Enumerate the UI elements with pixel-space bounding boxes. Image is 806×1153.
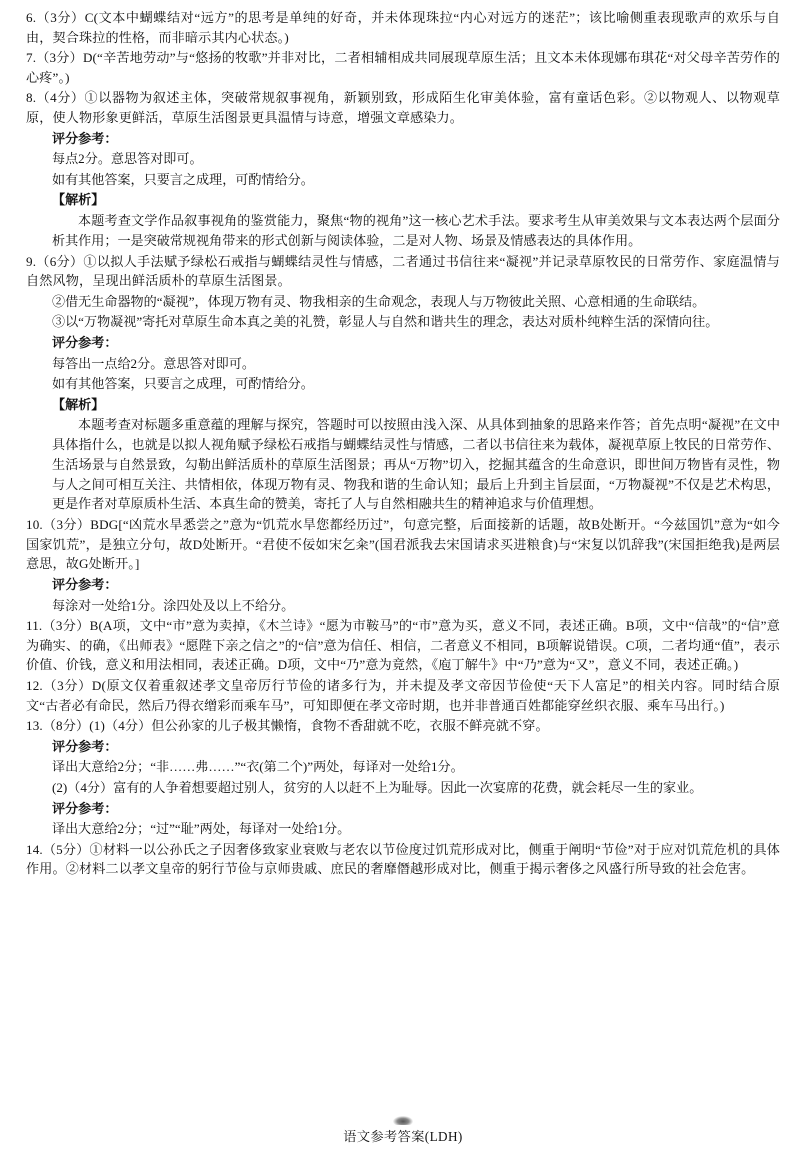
scoring-note-q8-2: 如有其他答案，只要言之成理，可酌情给分。	[52, 171, 314, 187]
answer-item-q14: 14.（5分）①材料一以公孙氏之子因奢侈致家业衰败与老农以节俭度过饥荒形成对比，侧重于阐明“节俭”对于应对饥荒危机的具体作用。②材料二以孝文皇帝的躬行节俭与京师贵戚、庶民的奢靡僭越形成对比，侧重于揭示奢侈之风盛行所导致的社会危害。	[26, 841, 780, 877]
scoring-note-q10-1: 每涂对一处给1分。涂四处及以上不给分。	[52, 597, 295, 613]
ink-smudge-icon	[0, 1115, 806, 1127]
analysis-label-q9: 【解析】	[52, 396, 105, 412]
answer-item-q12: 12.（3分）D(原文仅着重叙述孝文皇帝厉行节俭的诸多行为，并未提及孝文帝因节俭使“天下人富足”的相关内容。同时结合原文“古者必有命民，然后乃得衣缯彩而乘车马”，可知即便在孝文帝时期，也并非普通百姓都能穿丝织衣服、乘车马出行。)	[26, 678, 780, 713]
scoring-label-q13-1: 评分参考：	[52, 738, 118, 754]
scoring-note-q13-1: 译出大意给2分；“非……弗……”“衣(第二个)”两处，每译对一处给1分。	[52, 759, 464, 775]
answer-item-q11: 11.（3分）B(A项，文中“市”意为卖掉，《木兰诗》“愿为市鞍马”的“市”意为买，意义不同，表述正确。B项，文中“信哉”的“信”意为确实、的确，《出师表》“愿陛下亲之信之”的“信”意为信任、相信，二者意义不相同，B项解说错误。C项，二者均通“值”，表示价值、价钱，意义和用法相同，表述正确。D项，文中“乃”意为竟然，《庖丁解牛》中“乃”意为“又”，意义不同，表述正确。)	[26, 618, 780, 673]
scoring-note-q9-1: 每答出一点给2分。意思答对即可。	[52, 355, 255, 371]
answer-item-q13-part2: (2)（4分）富有的人争着想要超过别人，贫穷的人以赶不上为耻辱。因此一次宴席的花费，就会耗尽一生的家业。	[52, 779, 703, 795]
scoring-note-q8-1: 每点2分。意思答对即可。	[52, 151, 203, 167]
scoring-label-q10: 评分参考：	[52, 577, 118, 593]
scoring-label-q8: 评分参考：	[52, 130, 118, 146]
analysis-text-q8: 本题考查文学作品叙事视角的鉴赏能力，聚焦“物的视角”这一核心艺术手法。要求考生从审美效果与文本表达两个层面分析其作用；一是突破常规视角带来的形式创新与阅读体验，二是对人物、场景及情感表达的具体作用。	[52, 212, 780, 248]
answer-item-q9-point3: ③以“万物凝视”寄托对草原生命本真之美的礼赞，彰显人与自然和谐共生的理念，表达对质朴纯粹生活的深情向往。	[52, 314, 719, 330]
analysis-text-q9: 本题考查对标题多重意蕴的理解与探究，答题时可以按照由浅入深、从具体到抽象的思路来作答；首先点明“凝视”在文中具体指什么，也就是以拟人视角赋予绿松石戒指与蝴蝶结灵性与情感，二者以书信往来为载体，凝视草原上牧民的日常劳作、生活场景与自然景致，勾勒出鲜活质朴的草原生活图景；再从“万物”切入，挖掘其蕴含的生命意识，即世间万物皆有灵性，物与人之间可相互关注、共情相依，体现万物有灵、物我和谐的生命认知；最后上升到主旨层面，“万物凝视”不仅是艺术构思，更是作者对草原质朴生活、本真生命的赞美，寄托了人与自然相融共生的精神追求与价值理想。	[52, 417, 780, 512]
answer-item-q9: 9.（6分）①以拟人手法赋予绿松石戒指与蝴蝶结灵性与情感，二者通过书信往来“凝视”并记录草原牧民的日常劳作、家庭温情与自然风物，呈现出鲜活质朴的草原生活图景。	[26, 253, 780, 289]
answer-item-q7: 7.（3分）D(“辛苦地劳动”与“悠扬的牧歌”并非对比，二者相辅相成共同展现草原生活；且文本未体现娜布琪花“对父母辛苦劳作的心疼”。)	[26, 50, 780, 85]
scoring-label-q13-2: 评分参考：	[52, 800, 118, 816]
footer-title: 语文参考答案(LDH)	[343, 1129, 463, 1144]
scoring-note-q13-2: 译出大意给2分；“过”“耻”两处，每译对一处给1分。	[52, 821, 351, 837]
answer-item-q6: 6.（3分）C(文本中蝴蝶结对“远方”的思考是单纯的好奇，并未体现珠拉“内心对远方的迷茫”；该比喻侧重表现歌声的欢乐与自由，契合珠拉的性格，而非暗示其内心状态。)	[26, 10, 780, 45]
scoring-label-q9: 评分参考：	[52, 334, 118, 350]
answer-item-q13: 13.（8分）(1)（4分）但公孙家的儿子极其懒惰，食物不香甜就不吃，衣服不鲜亮就不穿。	[26, 718, 549, 734]
answer-item-q8: 8.（4分）①以器物为叙述主体，突破常规叙事视角，新颖别致，形成陌生化审美体验，富有童话色彩。②以物观人、以物观草原，使人物形象更鲜活，草原生活图景更具温情与诗意，增强文章感染力。	[26, 90, 780, 125]
analysis-label-q8: 【解析】	[52, 192, 105, 208]
scoring-note-q9-2: 如有其他答案，只要言之成理，可酌情给分。	[52, 376, 314, 392]
answer-item-q9-point2: ②借无生命器物的“凝视”，体现万物有灵、物我相亲的生命观念，表现人与万物彼此关照、心意相通的生命联结。	[52, 293, 706, 309]
answer-item-q10: 10.（3分）BDG[“凶荒水旱悉尝之”意为“饥荒水旱您都经历过”，句意完整，后面接新的话题，故B处断开。“今兹国饥”意为“如今国家饥荒”，是独立分句，故D处断开。“君使不佞如宋乞籴”(国君派我去宋国请求买进粮食)与“宋复以饥辞我”(宋国拒绝我)是两层意思，故G处断开。]	[26, 517, 780, 572]
page-footer	[0, 1115, 806, 1145]
